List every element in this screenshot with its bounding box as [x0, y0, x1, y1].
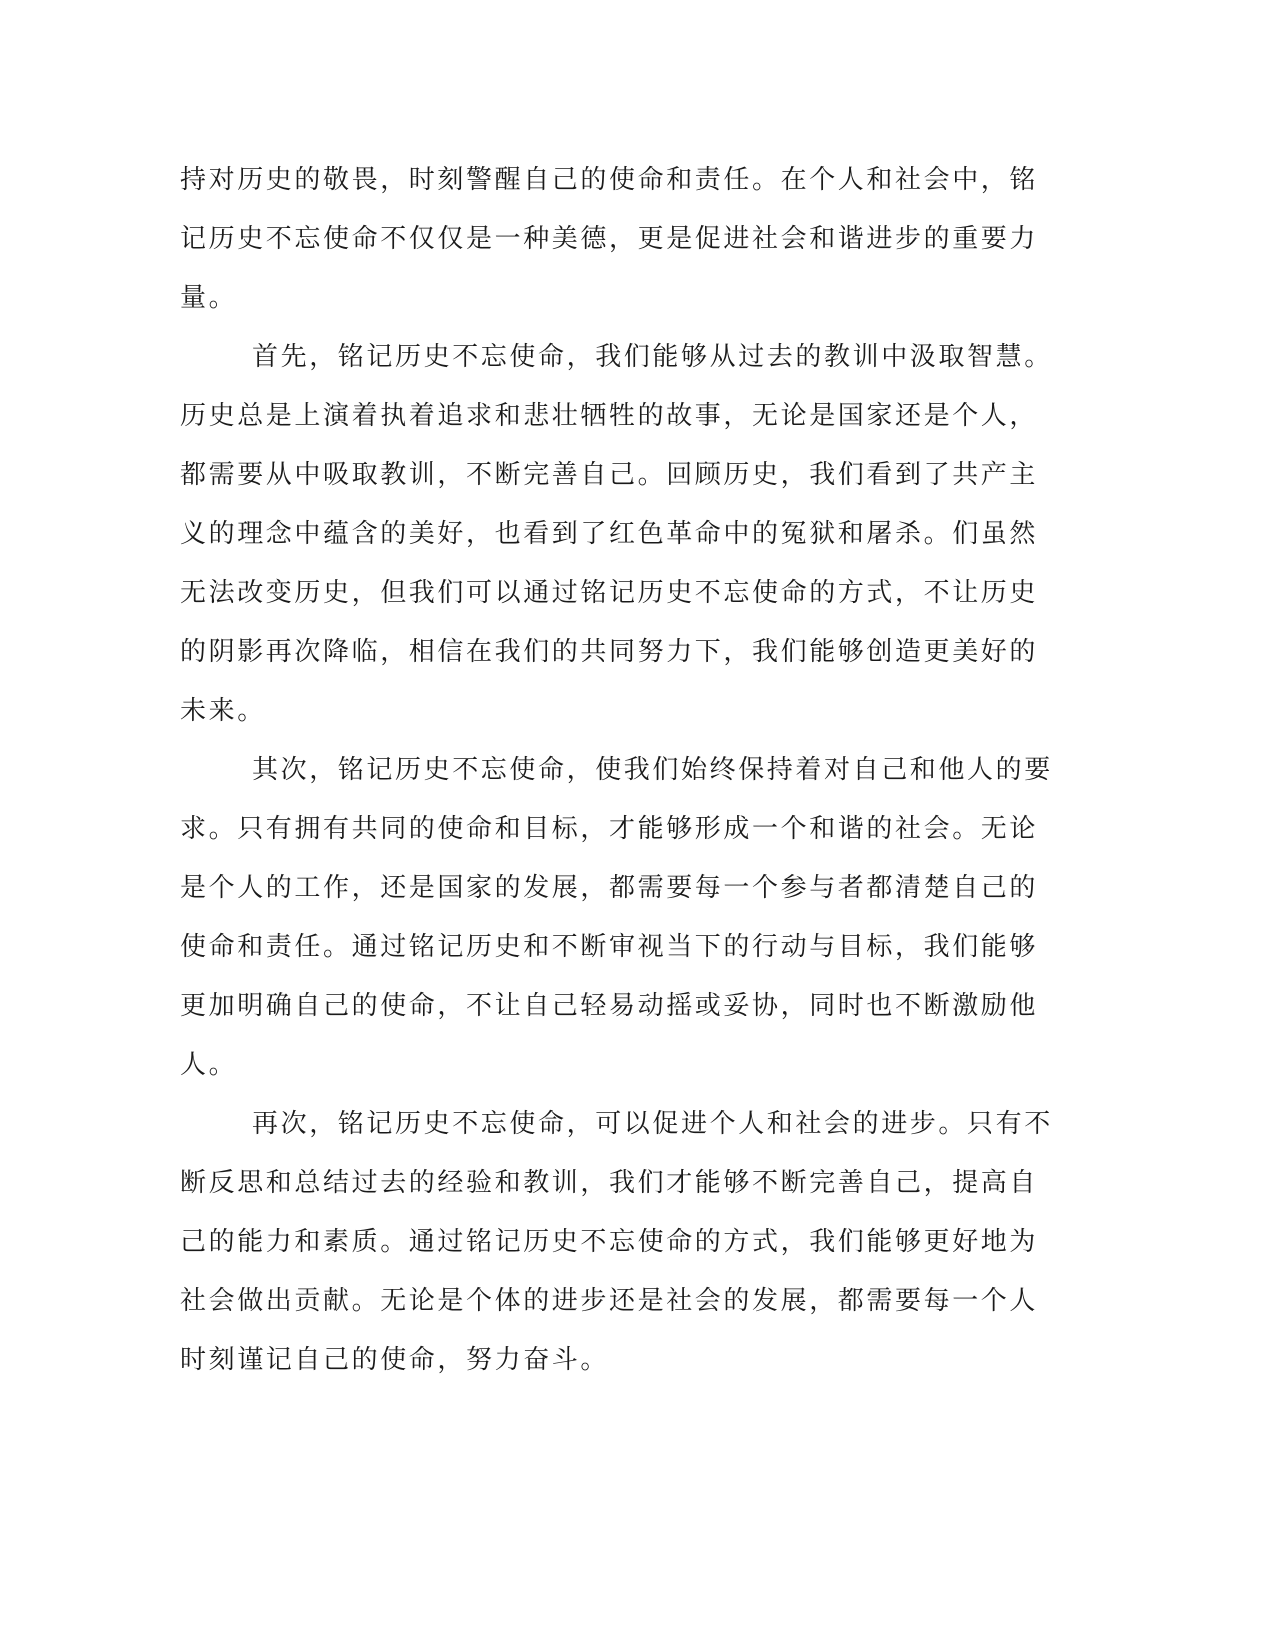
text-line: 义的理念中蕴含的美好，也看到了红色革命中的冤狱和屠杀。们虽然	[180, 519, 1039, 549]
text-line: 更加明确自己的使命，不让自己轻易动摇或妥协，同时也不断激励他	[180, 991, 1039, 1021]
text-line: 的阴影再次降临，相信在我们的共同努力下，我们能够创造更美好的	[180, 637, 1039, 667]
text-line: 都需要从中吸取教训，不断完善自己。回顾历史，我们看到了共产主	[180, 460, 1039, 490]
text-line: 时刻谨记自己的使命，努力奋斗。	[180, 1345, 610, 1375]
text-line: 己的能力和素质。通过铭记历史不忘使命的方式，我们能够更好地为	[180, 1227, 1039, 1257]
text-line: 未来。	[180, 696, 266, 726]
text-line: 使命和责任。通过铭记历史和不断审视当下的行动与目标，我们能够	[180, 932, 1039, 962]
paragraph-first-line: 其次，铭记历史不忘使命，使我们始终保持着对自己和他人的要	[252, 755, 1053, 785]
text-line: 断反思和总结过去的经验和教训，我们才能够不断完善自己，提高自	[180, 1168, 1039, 1198]
paragraph-first-line: 再次，铭记历史不忘使命，可以促进个人和社会的进步。只有不	[252, 1109, 1053, 1139]
text-line: 社会做出贡献。无论是个体的进步还是社会的发展，都需要每一个人	[180, 1286, 1039, 1316]
text-line: 无法改变历史，但我们可以通过铭记历史不忘使命的方式，不让历史	[180, 578, 1039, 608]
text-line: 历史总是上演着执着追求和悲壮牺牲的故事，无论是国家还是个人，	[180, 401, 1039, 431]
text-line: 求。只有拥有共同的使命和目标，才能够形成一个和谐的社会。无论	[180, 814, 1039, 844]
text-line: 是个人的工作，还是国家的发展，都需要每一个参与者都清楚自己的	[180, 873, 1039, 903]
text-line: 记历史不忘使命不仅仅是一种美德，更是促进社会和谐进步的重要力	[180, 224, 1039, 254]
text-line: 人。	[180, 1050, 238, 1080]
paragraph-first-line: 首先，铭记历史不忘使命，我们能够从过去的教训中汲取智慧。	[252, 342, 1053, 372]
text-line: 持对历史的敬畏，时刻警醒自己的使命和责任。在个人和社会中，铭	[180, 165, 1039, 195]
text-line: 量。	[180, 283, 238, 313]
